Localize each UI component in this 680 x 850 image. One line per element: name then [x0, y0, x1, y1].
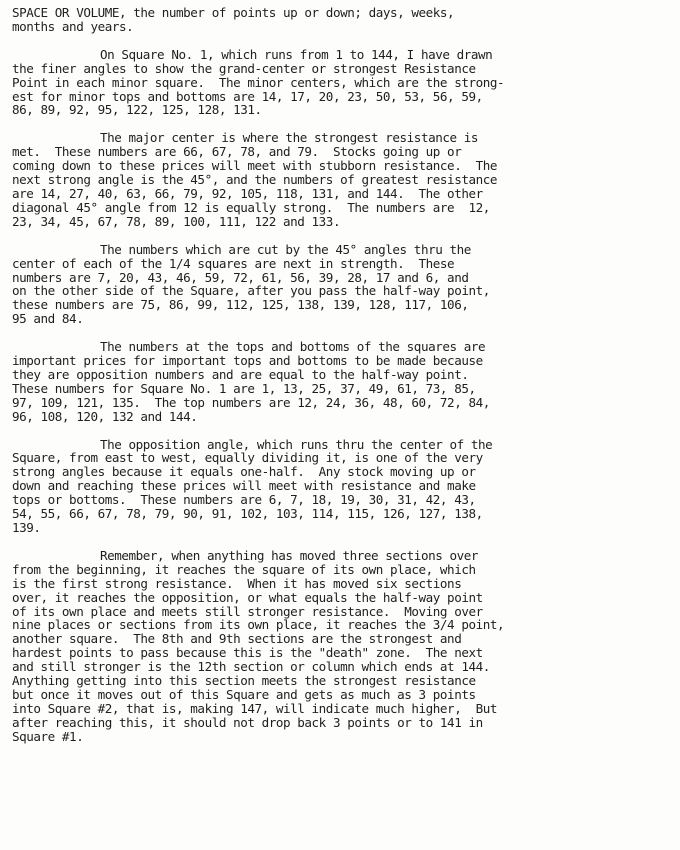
paragraph — [12, 48, 672, 118]
paragraph — [12, 6, 672, 34]
paragraph — [12, 438, 672, 535]
text-line: strong angles because it equals one-half. Any stock moving up or — [12, 464, 476, 480]
text-line: they are opposition numbers and are equal to the half-way point. — [12, 366, 469, 382]
text-line: of its own place and meets still stronger resistance. Moving over — [12, 603, 483, 619]
text-line: 95 and 84. — [12, 311, 84, 327]
paragraph — [12, 549, 672, 744]
paragraph — [12, 131, 672, 228]
text-line: 54, 55, 66, 67, 78, 79, 90, 91, 102, 103, 114, 115, 126, 127, 138, — [12, 506, 483, 522]
text-line: 96, 108, 120, 132 and 144. — [12, 408, 198, 424]
text-line: Square #1. — [12, 728, 84, 744]
text-line: diagonal 45° angle from 12 is equally strong. The numbers are 12, — [12, 199, 490, 215]
text-line: numbers are 7, 20, 43, 46, 59, 72, 61, 56, 39, 28, 17 and 6, and — [12, 269, 469, 285]
text-line: 86, 89, 92, 95, 122, 125, 128, 131. — [12, 102, 262, 118]
text-line: but once it moves out of this Square and gets as much as 3 points — [12, 686, 476, 702]
text-line: from the beginning, it reaches the square of its own place, which — [12, 561, 476, 577]
text-line: 97, 109, 121, 135. The top numbers are 12, 24, 36, 48, 60, 72, 84, — [12, 394, 490, 410]
text-line: on the other side of the Square, after you pass the half-way point, — [12, 283, 490, 299]
text-line: The opposition angle, which runs thru the center of the — [100, 436, 493, 452]
text-line: these numbers are 75, 86, 99, 112, 125, 138, 139, 128, 117, 106, — [12, 297, 469, 313]
text-line: On Square No. 1, which runs from 1 to 144, I have drawn — [100, 46, 493, 62]
text-line: The major center is where the strongest resistance is — [100, 130, 479, 146]
paragraph — [12, 340, 672, 423]
text-line: into Square #2, that is, making 147, will indicate much higher, But — [12, 700, 497, 716]
text-line: SPACE OR VOLUME, the number of points up or down; days, weeks, — [12, 5, 455, 20]
text-line: Point in each minor square. The minor centers, which are the strong- — [12, 74, 505, 90]
text-line: The numbers at the tops and bottoms of the squares are — [100, 339, 486, 355]
text-line: met. These numbers are 66, 67, 78, and 79. Stocks going up or — [12, 144, 462, 160]
text-line: important prices for important tops and bottoms to be made because — [12, 353, 483, 369]
text-line: est for minor tops and bottoms are 14, 17, 20, 23, 50, 53, 56, 59, — [12, 88, 483, 104]
text-line: 23, 34, 45, 67, 78, 89, 100, 111, 122 and 133. — [12, 213, 341, 229]
text-line: Remember, when anything has moved three sections over — [100, 547, 479, 563]
text-line: another square. The 8th and 9th sections are the strongest and — [12, 631, 462, 647]
text-line: Square, from east to west, equally dividing it, is one of the very — [12, 450, 483, 466]
text-line: coming down to these prices will meet with stubborn resistance. The — [12, 158, 497, 174]
text-line: These numbers for Square No. 1 are 1, 13, 25, 37, 49, 61, 73, 85, — [12, 380, 476, 396]
text-line: hardest points to pass because this is the "death" zone. The next — [12, 645, 483, 661]
text-line: months and years. — [12, 18, 134, 34]
text-line: nine places or sections from its own place, it reaches the 3/4 point, — [12, 617, 505, 633]
text-line: is the first strong resistance. When it has moved six sections — [12, 575, 462, 591]
text-line: next strong angle is the 45°, and the numbers of greatest resistance — [12, 172, 497, 188]
text-line: center of each of the 1/4 squares are next in strength. These — [12, 255, 455, 271]
text-line: and still stronger is the 12th section or column which ends at 144. — [12, 659, 490, 675]
document-body — [12, 6, 672, 758]
text-line: Anything getting into this section meets the strongest resistance — [12, 673, 476, 689]
text-line: are 14, 27, 40, 63, 66, 79, 92, 105, 118, 131, and 144. The other — [12, 185, 483, 201]
text-line: down and reaching these prices will meet with resistance and make — [12, 478, 476, 494]
text-line: the finer angles to show the grand-center or strongest Resistance — [12, 60, 476, 76]
text-line: over, it reaches the opposition, or what equals the half-way point — [12, 589, 483, 605]
paragraph — [12, 243, 672, 326]
text-line: tops or bottoms. These numbers are 6, 7, 18, 19, 30, 31, 42, 43, — [12, 492, 476, 508]
text-line: after reaching this, it should not drop back 3 points or to 141 in — [12, 714, 483, 730]
text-line: The numbers which are cut by the 45° angles thru the — [100, 241, 471, 257]
text-line: 139. — [12, 520, 41, 535]
